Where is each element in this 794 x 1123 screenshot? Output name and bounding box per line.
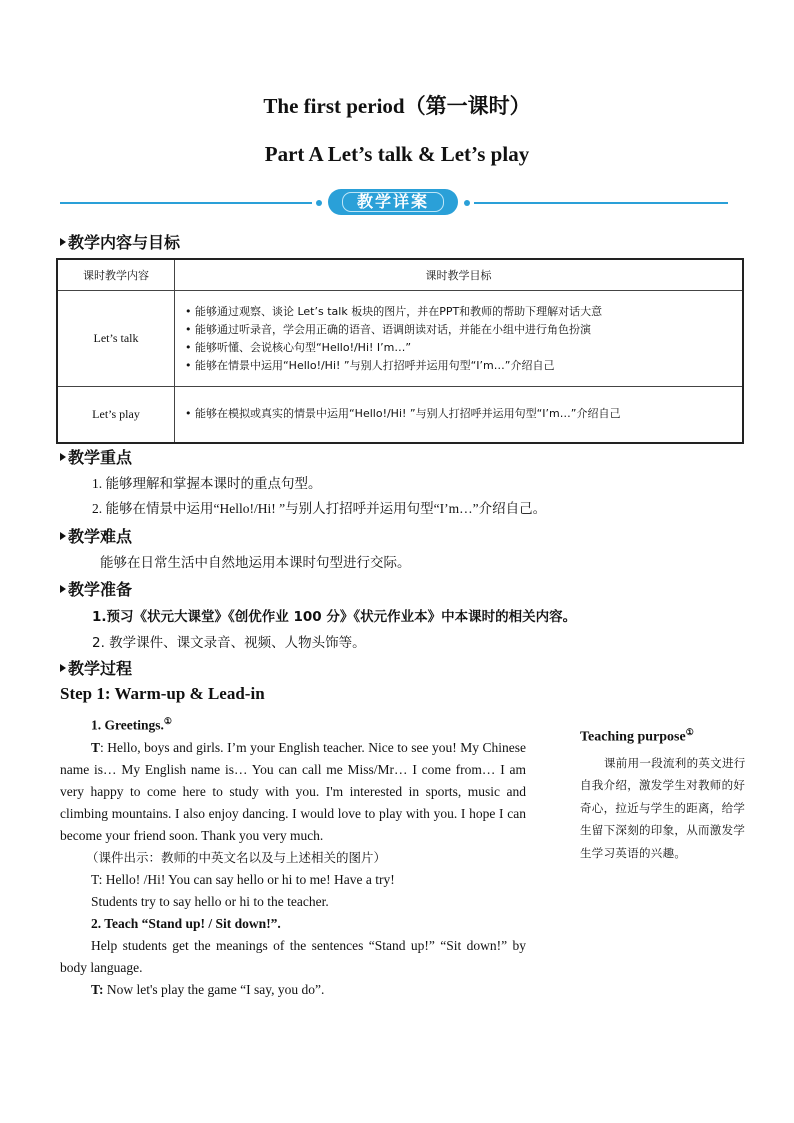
row-content: Let’s play (57, 387, 175, 443)
banner-line-left (60, 202, 312, 204)
heading-preparation: 教学准备 (60, 577, 132, 600)
courseware-note: （课件出示：教师的中英文名以及与上述相关的图片） (86, 849, 387, 865)
goal-item: • 能够通过观察、谈论 Let’s talk 板块的图片，并在PPT和教师的帮助下理解对话大意 (185, 304, 603, 318)
objectives-table (56, 258, 744, 444)
greetings-title: 1. Greetings.① (91, 716, 172, 733)
banner-dot-right (464, 200, 470, 206)
step-title: Step 1: Warm-up & Lead-in (60, 684, 265, 703)
goal-item: • 能够在情景中运用“Hello!/Hi! ”与别人打招呼并运用句型“I’m…”介绍自己 (185, 358, 555, 372)
triangle-icon (60, 453, 66, 461)
banner-dot-left (316, 200, 322, 206)
key-point-2: 2. 能够在情景中运用“Hello!/Hi! ”与别人打招呼并运用句型“I’m…”介绍自己。 (92, 501, 547, 516)
triangle-icon (60, 238, 66, 246)
row-goals (175, 387, 744, 443)
banner-pill (328, 189, 458, 215)
prep-item-2: 2. 教学课件、课文录音、视频、人物头饰等。 (92, 635, 366, 651)
header-cell-goals: 课时教学目标 (175, 259, 744, 291)
teacher-intro: T: Hello, boys and girls. I’m your English teacher. Nice to see you! My Chinese name is… My English name is… You can call me Miss/Mr… I come from… I am very happy to come here to study with you. I'm interested in sports, music and climbing mountains. I also enjoy dancing. I would love to play with you. I hope I can become your friend soon. Thank you very much. (60, 739, 526, 843)
side-text: 课前用一段流利的英文进行自我介绍，激发学生对教师的好奇心，拉近与学生的距离，给学生留下深刻的印象，从而激发学生学习英语的兴趣。 (580, 755, 746, 860)
teach-title: 2. Teach “Stand up! / Sit down!”. (91, 915, 281, 931)
lesson-body (60, 710, 526, 1001)
side-title: Teaching purpose① (580, 727, 694, 745)
teaching-purpose-note (580, 727, 750, 864)
table-row (57, 291, 743, 387)
goal-item: • 能够在模拟或真实的情景中运用“Hello!/Hi! ”与别人打招呼并运用句型“I’m…”介绍自己 (185, 407, 621, 421)
help-text: Help students get the meanings of the sentences “Stand up!” “Sit down!” by body language. (60, 937, 526, 975)
teacher-line: T: Hello! /Hi! You can say hello or hi to me! Have a try! (91, 871, 395, 887)
row-content: Let’s talk (57, 291, 175, 387)
banner-line-right (474, 202, 728, 204)
triangle-icon (60, 585, 66, 593)
teacher-game-line: T: Now let's play the game “I say, you do”. (91, 981, 325, 997)
key-point-1: 1. 能够理解和掌握本课时的重点句型。 (92, 476, 322, 491)
page-title: The first period（第一课时） (263, 94, 531, 118)
triangle-icon (60, 532, 66, 540)
table-row (57, 387, 743, 443)
heading-process: 教学过程 (60, 656, 132, 679)
banner-label: 教学详案 (356, 192, 429, 211)
goal-item: • 能够听懂、会说核心句型“Hello!/Hi! I’m…” (185, 340, 412, 354)
page-subtitle: Part A Let’s talk & Let’s play (264, 142, 530, 166)
heading-content-objectives: 教学内容与目标 (60, 230, 180, 253)
prep-item-1: 1.预习《状元大课堂》《创优作业 100 分》《状元作业本》中本课时的相关内容。 (92, 609, 577, 625)
heading-key-points: 教学重点 (60, 445, 132, 468)
header-cell-content: 课时教学内容 (57, 259, 175, 291)
section-banner (60, 188, 728, 218)
row-goals (175, 291, 744, 387)
students-line: Students try to say hello or hi to the teacher. (91, 893, 329, 909)
heading-difficult-points: 教学难点 (60, 524, 132, 547)
table-header-row (57, 259, 743, 291)
difficult-point: 能够在日常生活中自然地运用本课时句型进行交际。 (100, 555, 411, 571)
goal-item: • 能够通过听录音，学会用正确的语音、语调朗读对话，并能在小组中进行角色扮演 (185, 322, 591, 336)
triangle-icon (60, 664, 66, 672)
